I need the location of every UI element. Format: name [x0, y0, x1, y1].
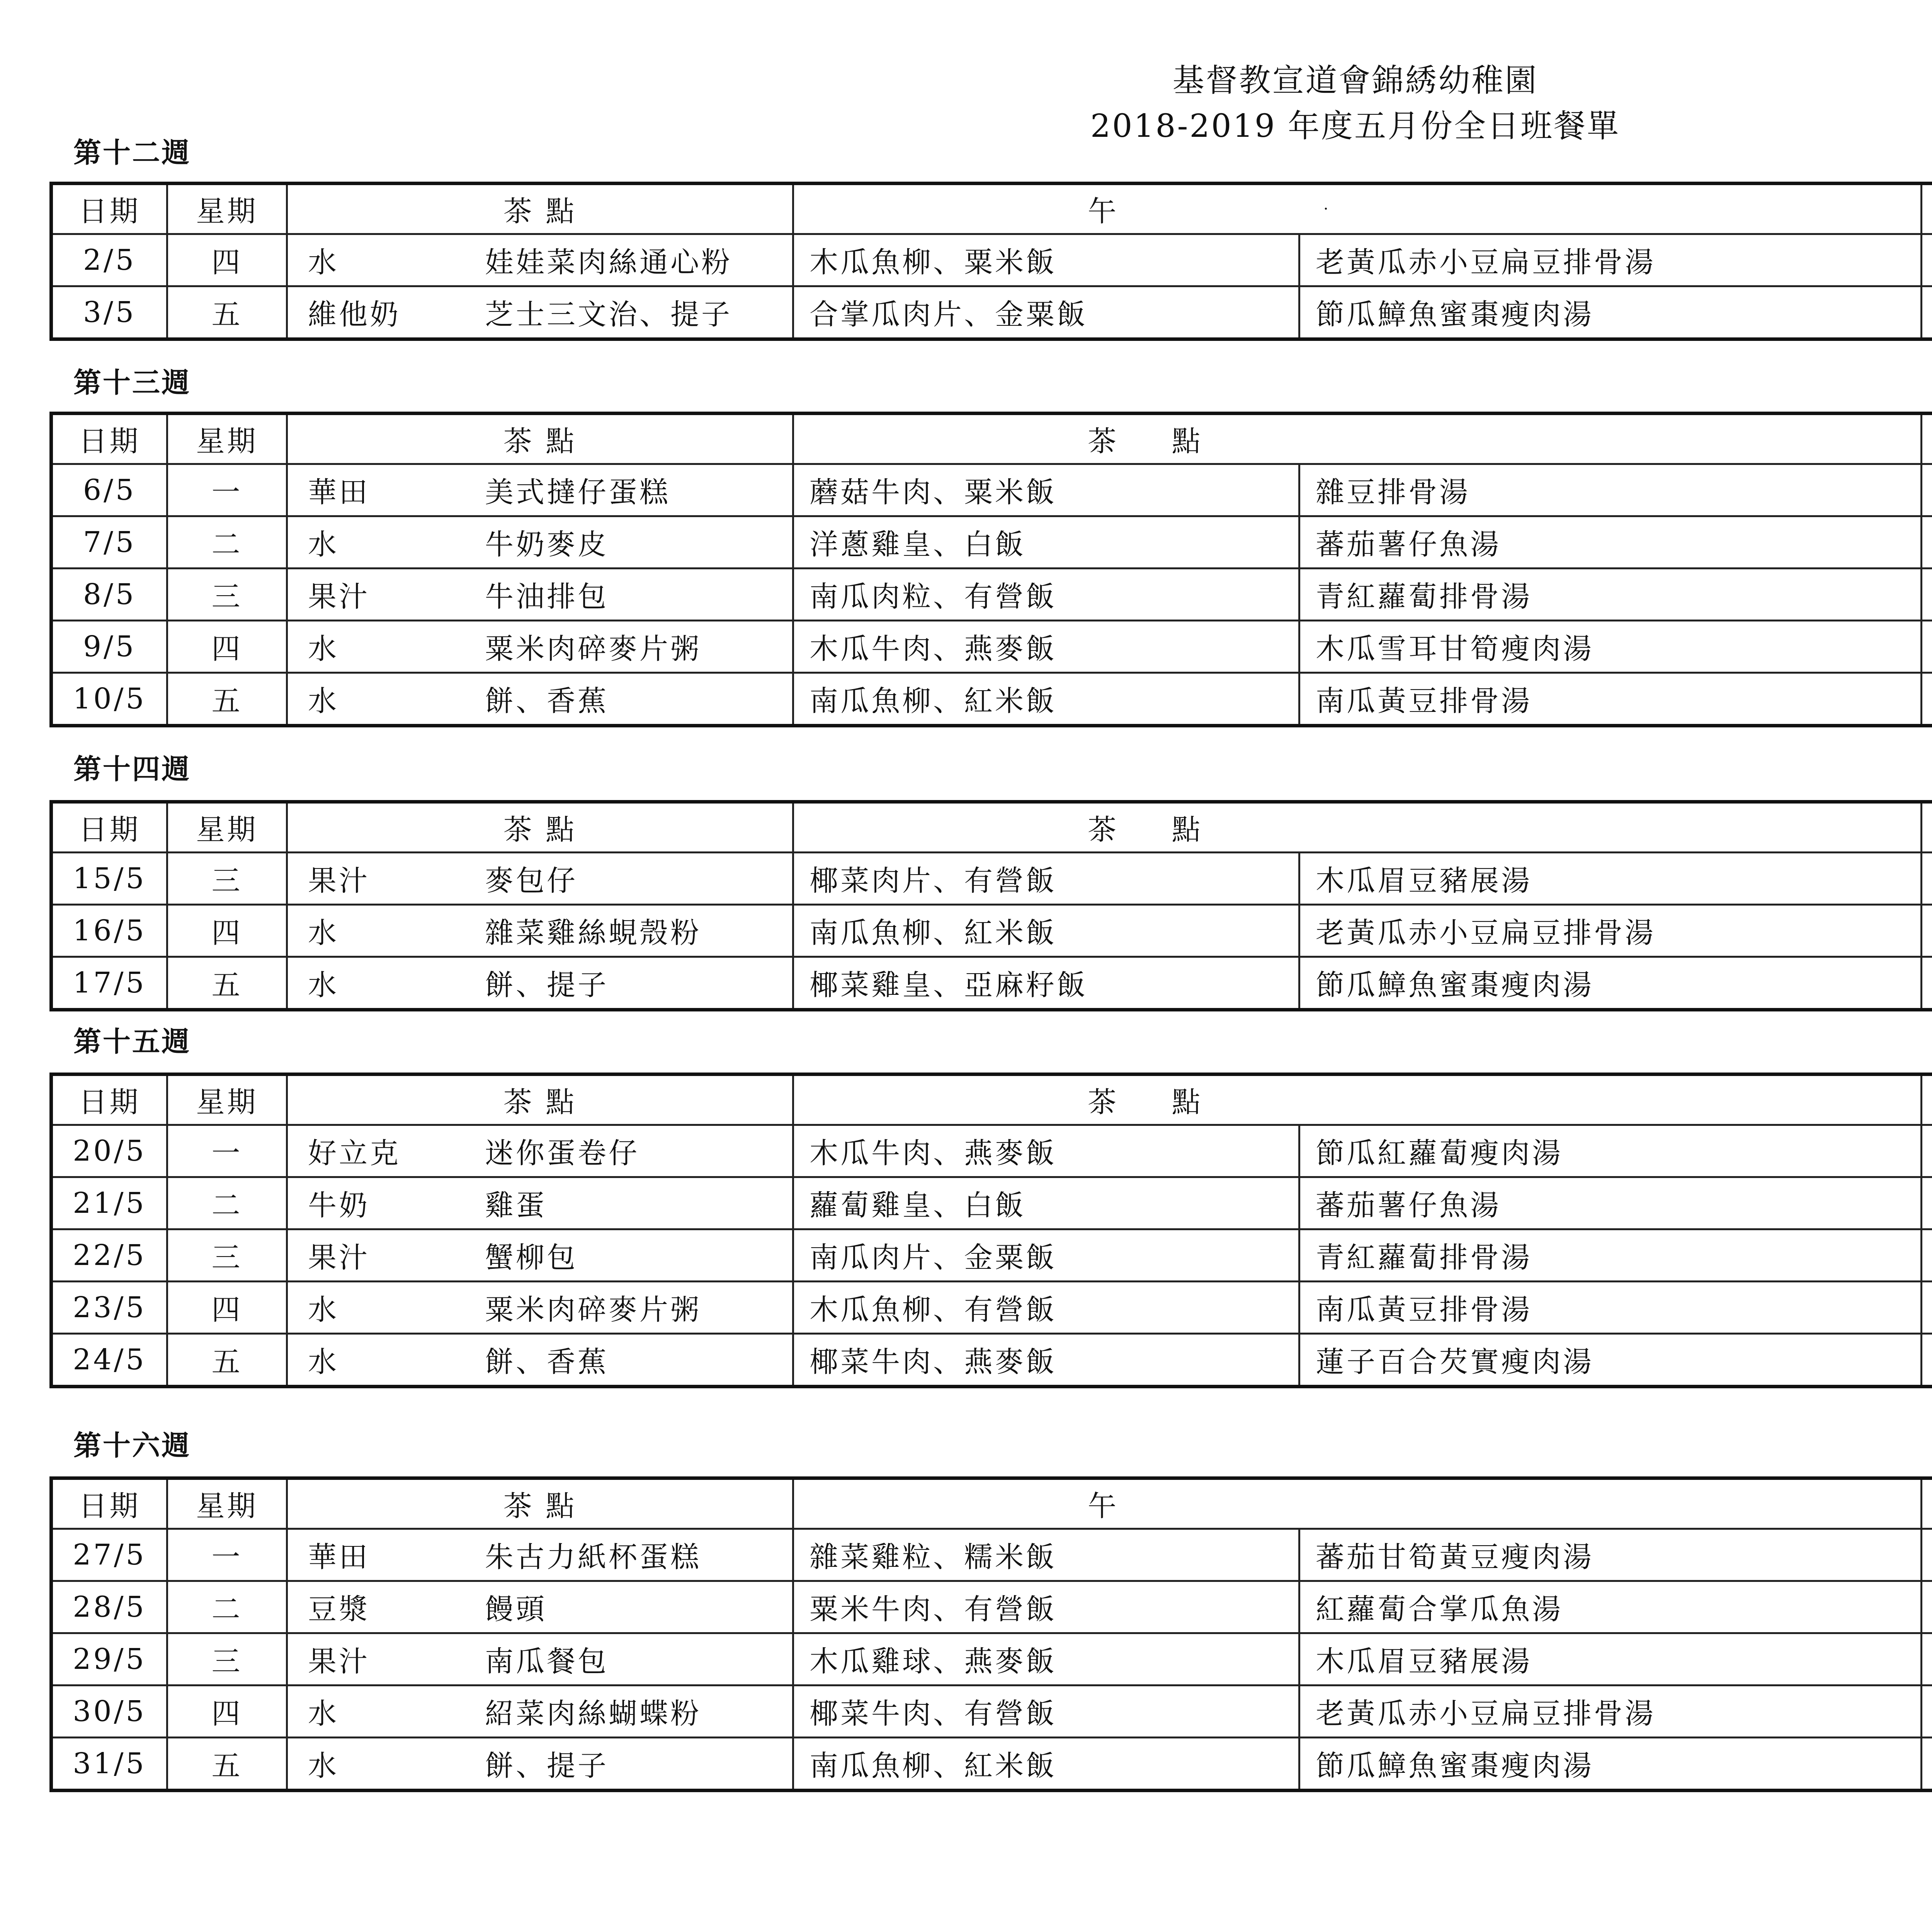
cell-tea-drink: 維他奶	[308, 298, 401, 331]
cell-fruit	[1922, 957, 1932, 1010]
cell-date: 9/5	[51, 621, 167, 673]
cell-fruit	[1922, 1738, 1932, 1791]
header-lunch-part1: 茶 點	[1088, 425, 1224, 458]
cell-fruit	[1922, 1334, 1932, 1387]
cell-fruit	[1922, 1633, 1932, 1685]
cell-fruit	[1922, 905, 1932, 957]
cell-tea	[287, 905, 793, 957]
cell-tea	[287, 1529, 793, 1581]
cell-tea-snack: 餅、香蕉	[485, 684, 609, 718]
cell-tea	[287, 234, 793, 286]
table-row	[51, 286, 1932, 339]
table-row	[51, 1334, 1932, 1387]
cell-date: 17/5	[51, 957, 167, 1010]
cell-lunch-soup: 蓮子百合芡實瘦肉湯	[1299, 1334, 1922, 1387]
cell-weekday: 二	[167, 516, 287, 569]
cell-tea-drink: 華田	[308, 476, 370, 509]
cell-date: 31/5	[51, 1738, 167, 1791]
cell-fruit	[1922, 1125, 1932, 1177]
cell-date: 21/5	[51, 1177, 167, 1229]
cell-fruit	[1922, 1685, 1932, 1738]
header-lunch-part1: 午	[1088, 1490, 1139, 1523]
cell-tea-snack: 麥包仔	[485, 864, 578, 897]
cell-tea-drink: 華田	[308, 1541, 370, 1574]
week-menu-table	[49, 1476, 1932, 1792]
cell-tea-snack: 牛油排包	[485, 580, 609, 613]
cell-tea-drink: 水	[308, 969, 339, 1002]
cell-lunch-main: 南瓜肉粒、有營飯	[793, 569, 1299, 621]
cell-weekday: 五	[167, 1738, 287, 1791]
cell-tea-snack: 餅、香蕉	[485, 1345, 609, 1379]
table-row	[51, 1581, 1932, 1633]
cell-lunch-soup: 南瓜黃豆排骨湯	[1299, 673, 1922, 726]
cell-tea-snack: 迷你蛋卷仔	[485, 1137, 639, 1170]
cell-lunch-main: 南瓜肉片、金粟飯	[793, 1229, 1299, 1282]
cell-fruit	[1922, 1177, 1932, 1229]
cell-tea-snack: 蟹柳包	[485, 1241, 578, 1274]
header-row	[51, 414, 1932, 464]
cell-lunch-main: 椰菜雞皇、亞麻籽飯	[793, 957, 1299, 1010]
table-row	[51, 905, 1932, 957]
cell-lunch-main: 木瓜雞球、燕麥飯	[793, 1633, 1299, 1685]
cell-tea	[287, 1738, 793, 1791]
header-row	[51, 1074, 1932, 1125]
cell-date: 20/5	[51, 1125, 167, 1177]
cell-fruit	[1922, 673, 1932, 726]
cell-date: 24/5	[51, 1334, 167, 1387]
cell-tea	[287, 621, 793, 673]
cell-weekday: 四	[167, 621, 287, 673]
header-fruit	[1922, 1074, 1932, 1125]
header-lunch	[793, 802, 1922, 853]
cell-tea-drink: 好立克	[308, 1137, 401, 1170]
cell-tea-snack: 粟米肉碎麥片粥	[485, 632, 701, 666]
table-row	[51, 1529, 1932, 1581]
cell-tea	[287, 464, 793, 516]
cell-weekday: 四	[167, 1282, 287, 1334]
header-lunch	[793, 184, 1922, 234]
cell-tea-snack: 芝士三文治、提子	[485, 298, 732, 331]
header-tea: 茶 點	[287, 1478, 793, 1529]
cell-weekday: 三	[167, 853, 287, 905]
cell-tea-drink: 果汁	[308, 1241, 370, 1274]
cell-tea-snack: 雜菜雞絲蜆殼粉	[485, 916, 701, 950]
cell-date: 6/5	[51, 464, 167, 516]
cell-tea-drink: 果汁	[308, 1645, 370, 1678]
cell-tea	[287, 1229, 793, 1282]
cell-date: 8/5	[51, 569, 167, 621]
cell-lunch-main: 蘿蔔雞皇、白飯	[793, 1177, 1299, 1229]
cell-fruit	[1922, 569, 1932, 621]
header-date: 日期	[51, 414, 167, 464]
cell-weekday: 三	[167, 1633, 287, 1685]
cell-weekday: 五	[167, 1334, 287, 1387]
cell-lunch-soup: 紅蘿蔔合掌瓜魚湯	[1299, 1581, 1922, 1633]
cell-fruit	[1922, 286, 1932, 339]
header-fruit	[1922, 802, 1932, 853]
cell-date: 2/5	[51, 234, 167, 286]
cell-date: 16/5	[51, 905, 167, 957]
cell-fruit	[1922, 464, 1932, 516]
cell-lunch-soup: 節瓜鱆魚蜜棗瘦肉湯	[1299, 286, 1922, 339]
cell-tea-drink: 水	[308, 1749, 339, 1783]
cell-lunch-main: 粟米牛肉、有營飯	[793, 1581, 1299, 1633]
header-tea: 茶 點	[287, 184, 793, 234]
cell-tea	[287, 1633, 793, 1685]
table-row	[51, 1125, 1932, 1177]
cell-tea	[287, 957, 793, 1010]
header-date: 日期	[51, 1074, 167, 1125]
cell-lunch-soup: 蕃茄薯仔魚湯	[1299, 516, 1922, 569]
cell-tea	[287, 1282, 793, 1334]
table-row	[51, 1738, 1932, 1791]
cell-date: 23/5	[51, 1282, 167, 1334]
menu-title: 2018-2019 年度五月份全日班餐單	[1090, 108, 1621, 145]
cell-fruit	[1922, 516, 1932, 569]
cell-tea-drink: 水	[308, 632, 339, 666]
header-date: 日期	[51, 1478, 167, 1529]
cell-lunch-main: 椰菜牛肉、有營飯	[793, 1685, 1299, 1738]
cell-weekday: 五	[167, 673, 287, 726]
cell-weekday: 二	[167, 1581, 287, 1633]
cell-fruit	[1922, 1529, 1932, 1581]
table-row	[51, 464, 1932, 516]
cell-tea	[287, 1685, 793, 1738]
cell-lunch-main: 南瓜魚柳、紅米飯	[793, 1738, 1299, 1791]
cell-weekday: 四	[167, 1685, 287, 1738]
header-lunch	[793, 1478, 1922, 1529]
table-row	[51, 516, 1932, 569]
cell-tea-snack: 雞蛋	[485, 1189, 547, 1222]
cell-date: 22/5	[51, 1229, 167, 1282]
table-row	[51, 1633, 1932, 1685]
week-menu-table	[49, 412, 1932, 727]
cell-lunch-soup: 老黃瓜赤小豆扁豆排骨湯	[1299, 905, 1922, 957]
cell-lunch-main: 雜菜雞粒、糯米飯	[793, 1529, 1299, 1581]
cell-tea-snack: 美式撻仔蛋糕	[485, 476, 670, 509]
table-row	[51, 673, 1932, 726]
cell-tea-snack: 餅、提子	[485, 969, 609, 1002]
cell-weekday: 二	[167, 1177, 287, 1229]
header-fruit	[1922, 184, 1932, 234]
header-fruit	[1922, 414, 1932, 464]
cell-lunch-main: 南瓜魚柳、紅米飯	[793, 673, 1299, 726]
table-row	[51, 1685, 1932, 1738]
header-day: 星期	[167, 414, 287, 464]
table-row	[51, 1177, 1932, 1229]
cell-lunch-soup: 木瓜眉豆豬展湯	[1299, 853, 1922, 905]
table-row	[51, 569, 1932, 621]
cell-lunch-soup: 木瓜雪耳甘筍瘦肉湯	[1299, 621, 1922, 673]
header-lunch-dot: ·	[1323, 200, 1331, 218]
cell-tea-drink: 水	[308, 246, 339, 279]
cell-fruit	[1922, 1581, 1932, 1633]
cell-date: 3/5	[51, 286, 167, 339]
cell-lunch-soup: 老黃瓜赤小豆扁豆排骨湯	[1299, 234, 1922, 286]
cell-weekday: 三	[167, 569, 287, 621]
cell-lunch-main: 蘑菇牛肉、粟米飯	[793, 464, 1299, 516]
cell-weekday: 三	[167, 1229, 287, 1282]
school-name: 基督教宣道會錦綉幼稚園	[1172, 62, 1538, 99]
week-label: 第十二週	[73, 136, 191, 169]
cell-lunch-soup: 木瓜眉豆豬展湯	[1299, 1633, 1922, 1685]
header-date: 日期	[51, 802, 167, 853]
cell-lunch-soup: 青紅蘿蔔排骨湯	[1299, 1229, 1922, 1282]
cell-lunch-main: 合掌瓜肉片、金粟飯	[793, 286, 1299, 339]
cell-weekday: 一	[167, 464, 287, 516]
cell-date: 10/5	[51, 673, 167, 726]
cell-lunch-soup: 蕃茄甘筍黃豆瘦肉湯	[1299, 1529, 1922, 1581]
cell-tea-drink: 牛奶	[308, 1189, 370, 1222]
cell-tea-snack: 餅、提子	[485, 1749, 609, 1783]
cell-weekday: 四	[167, 905, 287, 957]
table-row	[51, 853, 1932, 905]
cell-tea-snack: 紹菜肉絲蝴蝶粉	[485, 1697, 701, 1730]
header-lunch-part1: 茶 點	[1088, 813, 1224, 846]
cell-lunch-main: 洋蔥雞皇、白飯	[793, 516, 1299, 569]
cell-lunch-soup: 南瓜黃豆排骨湯	[1299, 1282, 1922, 1334]
cell-fruit	[1922, 621, 1932, 673]
cell-lunch-soup: 老黃瓜赤小豆扁豆排骨湯	[1299, 1685, 1922, 1738]
header-lunch-part1: 午	[1088, 195, 1139, 228]
header-lunch	[793, 414, 1922, 464]
cell-lunch-soup: 蕃茄薯仔魚湯	[1299, 1177, 1922, 1229]
cell-tea	[287, 1125, 793, 1177]
week-label: 第十四週	[73, 752, 191, 785]
cell-lunch-main: 南瓜魚柳、紅米飯	[793, 905, 1299, 957]
cell-tea-snack: 娃娃菜肉絲通心粉	[485, 246, 732, 279]
table-row	[51, 1282, 1932, 1334]
week-menu-table	[49, 1073, 1932, 1388]
cell-date: 27/5	[51, 1529, 167, 1581]
cell-date: 28/5	[51, 1581, 167, 1633]
cell-fruit	[1922, 853, 1932, 905]
cell-tea	[287, 569, 793, 621]
cell-tea-drink: 水	[308, 1293, 339, 1326]
cell-tea	[287, 1334, 793, 1387]
cell-tea-snack: 牛奶麥皮	[485, 528, 609, 561]
cell-tea	[287, 1177, 793, 1229]
cell-lunch-soup: 節瓜紅蘿蔔瘦肉湯	[1299, 1125, 1922, 1177]
cell-lunch-soup: 雜豆排骨湯	[1299, 464, 1922, 516]
header-fruit	[1922, 1478, 1932, 1529]
cell-lunch-main: 木瓜魚柳、粟米飯	[793, 234, 1299, 286]
cell-lunch-main: 椰菜牛肉、燕麥飯	[793, 1334, 1299, 1387]
cell-lunch-main: 木瓜牛肉、燕麥飯	[793, 1125, 1299, 1177]
cell-lunch-main: 木瓜魚柳、有營飯	[793, 1282, 1299, 1334]
cell-tea	[287, 286, 793, 339]
header-row	[51, 1478, 1932, 1529]
cell-tea-drink: 豆漿	[308, 1593, 370, 1626]
cell-fruit	[1922, 234, 1932, 286]
header-date: 日期	[51, 184, 167, 234]
cell-date: 7/5	[51, 516, 167, 569]
cell-fruit	[1922, 1282, 1932, 1334]
cell-tea	[287, 516, 793, 569]
header-day: 星期	[167, 802, 287, 853]
week-label: 第十三週	[73, 366, 191, 399]
header-day: 星期	[167, 184, 287, 234]
cell-lunch-soup: 節瓜鱆魚蜜棗瘦肉湯	[1299, 1738, 1922, 1791]
cell-lunch-soup: 青紅蘿蔔排骨湯	[1299, 569, 1922, 621]
cell-lunch-soup: 節瓜鱆魚蜜棗瘦肉湯	[1299, 957, 1922, 1010]
week-menu-table	[49, 182, 1932, 341]
cell-lunch-main: 木瓜牛肉、燕麥飯	[793, 621, 1299, 673]
cell-date: 29/5	[51, 1633, 167, 1685]
cell-tea	[287, 673, 793, 726]
header-row	[51, 802, 1932, 853]
header-tea: 茶 點	[287, 414, 793, 464]
header-tea: 茶 點	[287, 802, 793, 853]
cell-tea-snack: 南瓜餐包	[485, 1645, 609, 1678]
cell-tea	[287, 1581, 793, 1633]
header-day: 星期	[167, 1074, 287, 1125]
table-row	[51, 957, 1932, 1010]
cell-tea-drink: 水	[308, 528, 339, 561]
header-lunch-part1: 茶 點	[1088, 1086, 1224, 1119]
table-row	[51, 234, 1932, 286]
header-lunch	[793, 1074, 1922, 1125]
cell-date: 15/5	[51, 853, 167, 905]
cell-tea-drink: 果汁	[308, 580, 370, 613]
cell-weekday: 四	[167, 234, 287, 286]
cell-tea-drink: 果汁	[308, 864, 370, 897]
cell-tea-drink: 水	[308, 1697, 339, 1730]
week-menu-table	[49, 800, 1932, 1011]
header-row	[51, 184, 1932, 234]
cell-tea-drink: 水	[308, 916, 339, 950]
cell-weekday: 五	[167, 957, 287, 1010]
cell-tea-snack: 朱古力紙杯蛋糕	[485, 1541, 701, 1574]
week-label: 第十五週	[73, 1025, 191, 1058]
cell-tea	[287, 853, 793, 905]
header-tea: 茶 點	[287, 1074, 793, 1125]
table-row	[51, 621, 1932, 673]
cell-tea-snack: 饅頭	[485, 1593, 547, 1626]
week-label: 第十六週	[73, 1429, 191, 1462]
cell-weekday: 五	[167, 286, 287, 339]
cell-tea-drink: 水	[308, 684, 339, 718]
table-row	[51, 1229, 1932, 1282]
cell-weekday: 一	[167, 1125, 287, 1177]
cell-weekday: 一	[167, 1529, 287, 1581]
cell-date: 30/5	[51, 1685, 167, 1738]
document-title	[0, 58, 1932, 149]
cell-tea-snack: 粟米肉碎麥片粥	[485, 1293, 701, 1326]
cell-tea-drink: 水	[308, 1345, 339, 1379]
header-day: 星期	[167, 1478, 287, 1529]
cell-fruit	[1922, 1229, 1932, 1282]
cell-lunch-main: 椰菜肉片、有營飯	[793, 853, 1299, 905]
